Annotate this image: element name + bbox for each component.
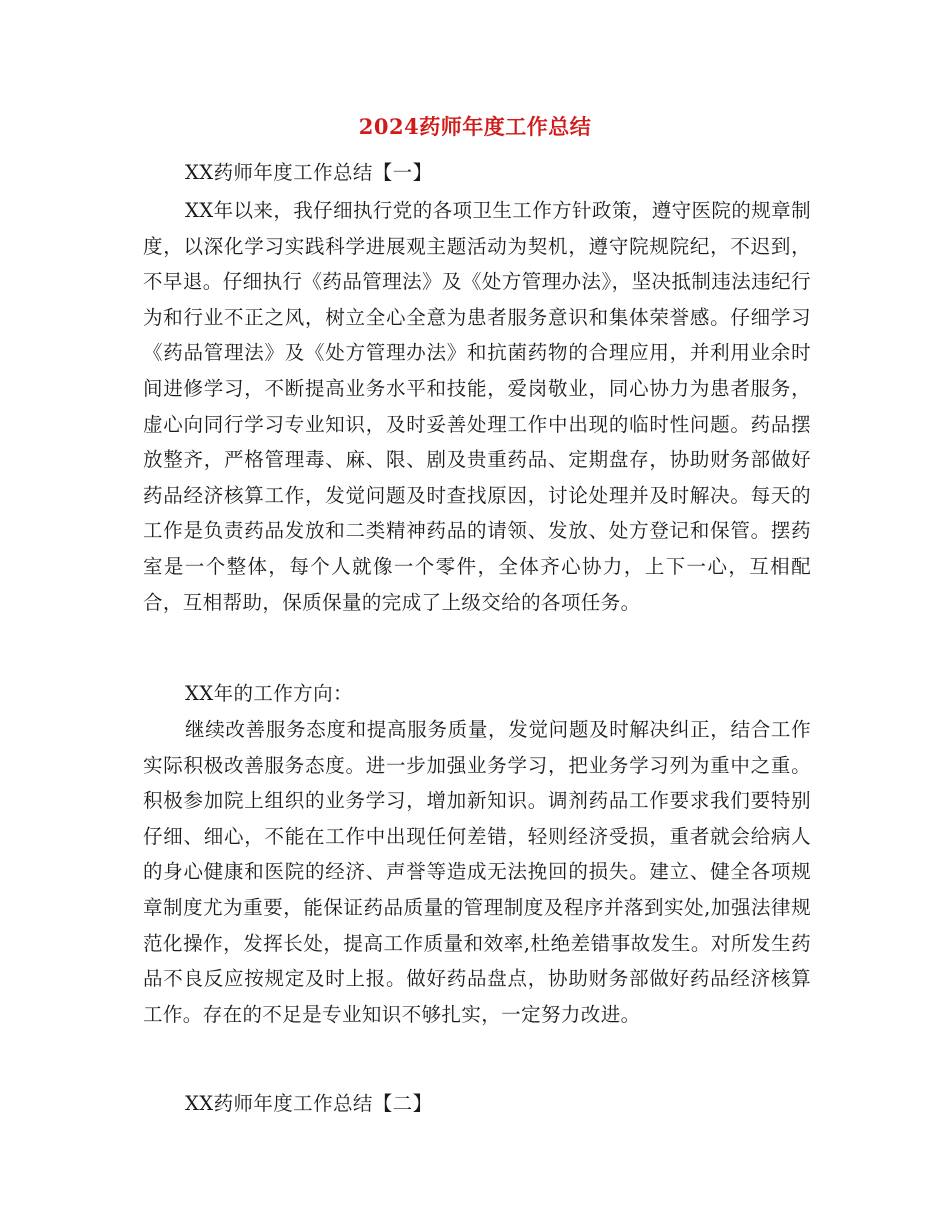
- document-title: 2024药师年度工作总结: [358, 114, 592, 139]
- work-direction-heading: XX年的工作方向：: [185, 682, 353, 705]
- paragraph-1: XX年以来，我仔细执行党的各项卫生工作方针政策，遵守医院的规章制度，以深化学习实践科学进展观主题活动为契机，遵守院规院纪，不迟到，不早退。仔细执行《药品管理法》及《处方管理办法》，坚决抵制违法违纪行为和行业不正之风，树立全心全意为患者服务意识和集体荣誉感。仔细学习《药品管理法》及《处方管理办法》和抗菌药物的合理应用，并利用业余时间进修学习，不断提高业务水平和技能，爱岗敬业，同心协力为患者服务，虚心向同行学习专业知识，及时妥善处理工作中出现的临时性问题。药品摆放整齐，严格管理毒、麻、限、剧及贵重药品、定期盘存，协助财务部做好药品经济核算工作，发觉问题及时查找原因，讨论处理并及时解决。每天的工作是负责药品发放和二类精神药品的请领、发放、处方登记和保管。摆药室是一个整体，每个人就像一个零件，全体齐心协力，上下一心，互相配合，互相帮助，保质保量的完成了上级交给的各项任务。: [143, 199, 811, 614]
- paragraph-2: 继续改善服务态度和提高服务质量，发觉问题及时解决纠正，结合工作实际积极改善服务态度。进一步加强业务学习，把业务学习列为重中之重。积极参加院上组织的业务学习，增加新知识。调剂药品工作要求我们要特别仔细、细心，不能在工作中出现任何差错，轻则经济受损，重者就会给病人的身心健康和医院的经济、声誉等造成无法挽回的损失。建立、健全各项规章制度尤为重要，能保证药品质量的管理制度及程序并落到实处,加强法律规范化操作，发挥长处，提高工作质量和效率,杜绝差错事故发生。对所发生药品不良反应按规定及时上报。做好药品盘点，协助财务部做好药品经济核算工作。存在的不足是专业知识不够扎实，一定努力改进。: [143, 718, 811, 1026]
- section-1-heading: XX药师年度工作总结【一】: [185, 161, 433, 184]
- section-2-heading: XX药师年度工作总结【二】: [185, 1092, 433, 1115]
